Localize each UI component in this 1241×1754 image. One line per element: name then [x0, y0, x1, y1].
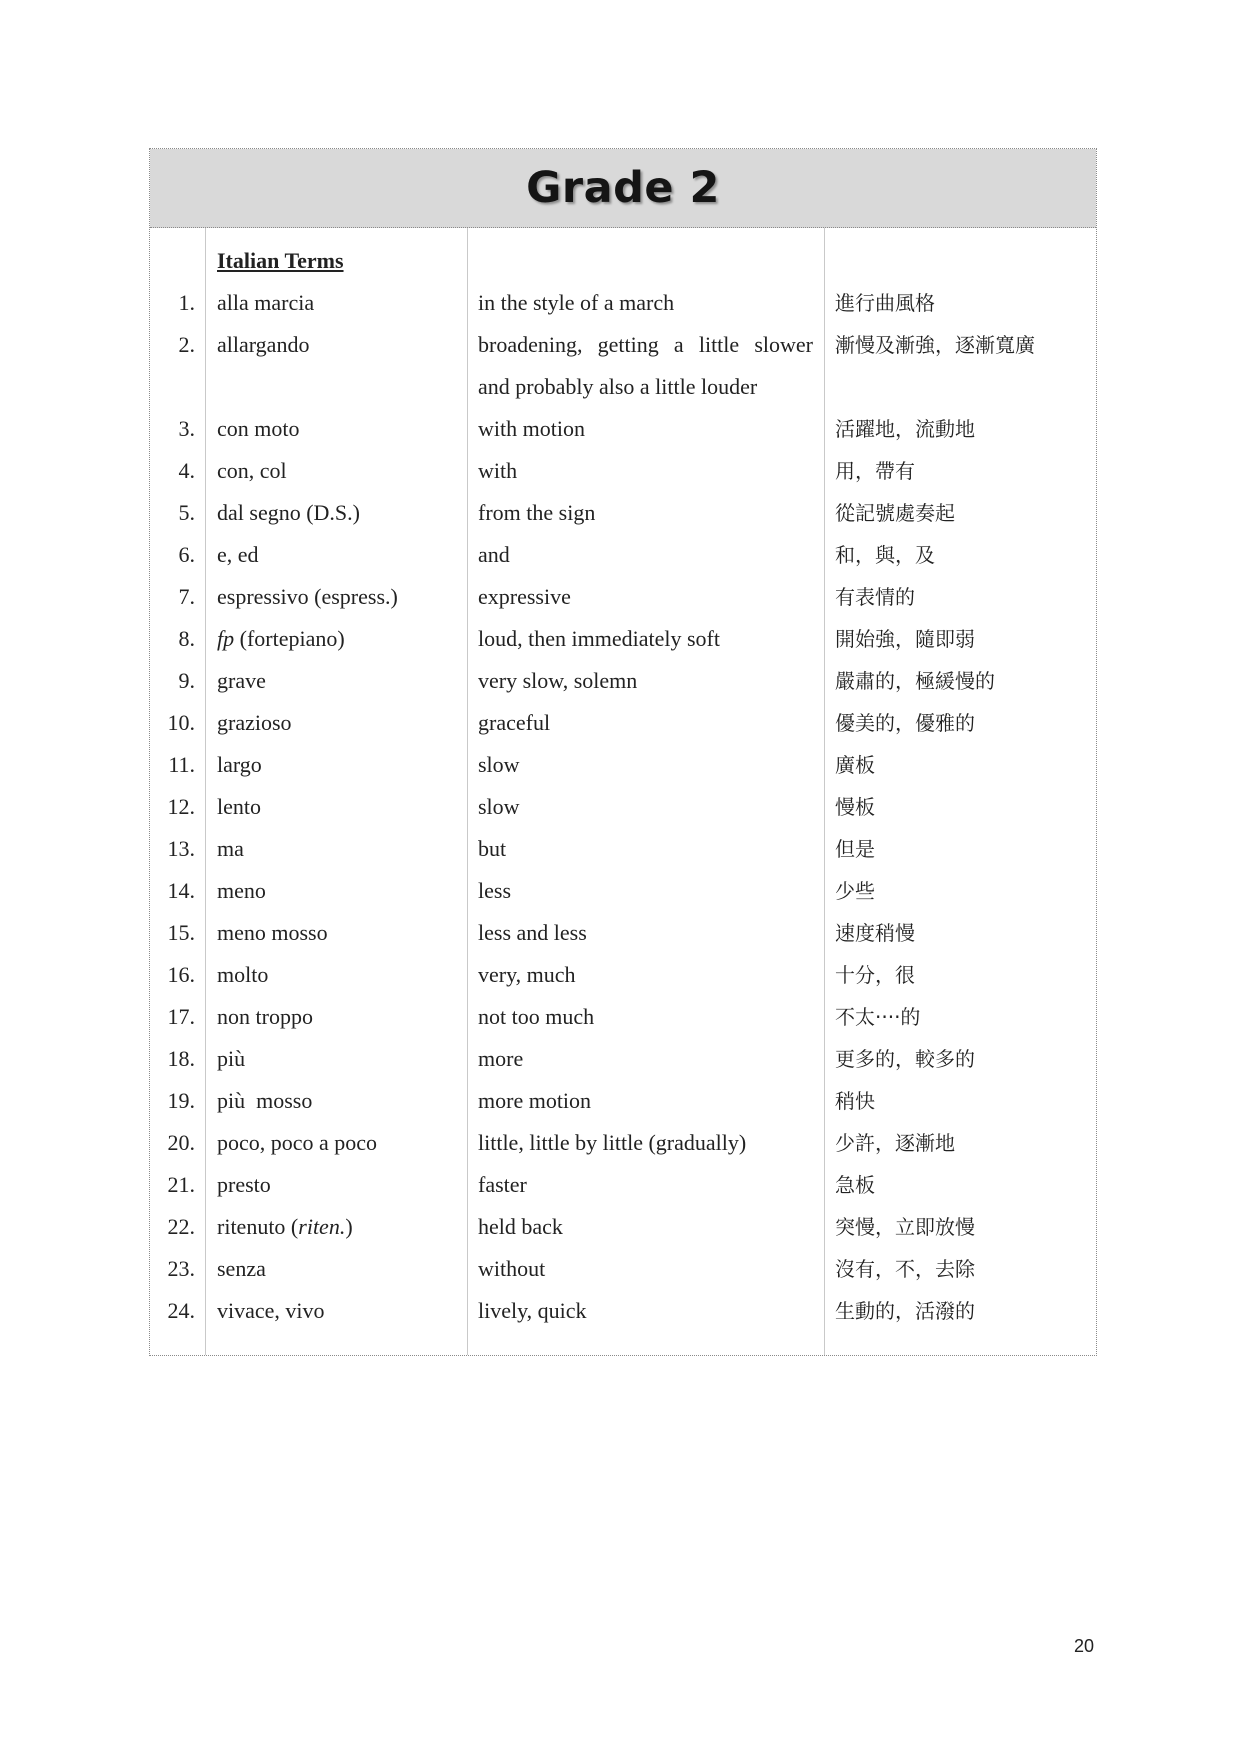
table-row — [150, 1122, 1096, 1164]
table-row — [150, 1038, 1096, 1080]
table-row — [150, 786, 1096, 828]
italian-term: con moto — [217, 416, 300, 441]
row-number: 20. — [167, 1130, 195, 1155]
table-row — [150, 1206, 1096, 1248]
italian-term: più mosso — [217, 1088, 313, 1113]
table-row — [150, 534, 1096, 576]
table-row — [150, 744, 1096, 786]
chinese-meaning: 但是 — [835, 837, 875, 861]
english-meaning: but — [478, 836, 507, 861]
table-row — [150, 702, 1096, 744]
italian-term: poco, poco a poco — [217, 1130, 378, 1155]
english-meaning: loud, then immediately soft — [478, 626, 720, 651]
english-meaning — [478, 324, 813, 408]
english-meaning: held back — [478, 1214, 563, 1239]
row-number: 7. — [178, 584, 195, 609]
table-row — [150, 954, 1096, 996]
chinese-meaning: 稍快 — [835, 1089, 875, 1113]
chinese-meaning: 少些 — [835, 879, 875, 903]
italian-term: espressivo (espress.) — [217, 584, 398, 609]
italian-term: presto — [217, 1172, 271, 1197]
chinese-meaning: 開始強，隨即弱 — [835, 627, 975, 651]
row-number: 18. — [167, 1046, 195, 1071]
row-number: 3. — [178, 416, 195, 441]
italian-term: e, ed — [217, 542, 259, 567]
row-number: 19. — [167, 1088, 195, 1113]
english-meaning: with — [478, 458, 518, 483]
english-meaning: very slow, solemn — [478, 668, 638, 693]
chinese-meaning: 有表情的 — [835, 585, 915, 609]
row-number: 23. — [167, 1256, 195, 1281]
italian-term: non troppo — [217, 1004, 313, 1029]
english-meaning: less and less — [478, 920, 587, 945]
italian-term: grave — [217, 668, 266, 693]
row-number: 14. — [167, 878, 195, 903]
english-meaning: little, little by little (gradually) — [478, 1130, 747, 1155]
english-meaning-line: and probably also a little louder — [478, 374, 758, 399]
english-meaning: not too much — [478, 1004, 595, 1029]
row-number: 1. — [178, 290, 195, 315]
italian-term: con, col — [217, 458, 287, 483]
chinese-meaning: 用，帶有 — [835, 459, 915, 483]
chinese-meaning: 優美的，優雅的 — [835, 711, 975, 735]
chinese-meaning: 和，與，及 — [835, 543, 935, 567]
chinese-meaning: 活躍地，流動地 — [835, 417, 975, 441]
italian-term — [217, 1206, 353, 1248]
row-number: 17. — [167, 1004, 195, 1029]
italian-term: ma — [217, 836, 244, 861]
row-number: 24. — [167, 1298, 195, 1323]
row-number: 8. — [178, 626, 195, 651]
grade-table — [149, 148, 1097, 1356]
table-row — [150, 996, 1096, 1038]
italian-term: meno — [217, 878, 266, 903]
row-number: 6. — [178, 542, 195, 567]
row-number: 10. — [167, 710, 195, 735]
italian-term-text: ) — [345, 1214, 353, 1239]
row-number: 9. — [178, 668, 195, 693]
chinese-meaning: 漸慢及漸強，逐漸寬廣 — [835, 333, 1035, 357]
chinese-meaning: 進行曲風格 — [835, 291, 935, 315]
italian-term-text: ritenuto ( — [217, 1214, 299, 1239]
grade-header — [150, 149, 1096, 228]
italian-term — [217, 618, 345, 660]
english-meaning: very, much — [478, 962, 576, 987]
row-number: 16. — [167, 962, 195, 987]
english-meaning-line: broadening, getting a little slower — [478, 332, 813, 357]
italian-term: molto — [217, 962, 269, 987]
table-row — [150, 870, 1096, 912]
english-meaning: in the style of a march — [478, 290, 675, 315]
term-list — [150, 240, 1096, 1332]
table-row — [150, 1248, 1096, 1290]
english-meaning: more — [478, 1046, 524, 1071]
italian-term: meno mosso — [217, 920, 328, 945]
chinese-meaning: 生動的，活潑的 — [835, 1299, 975, 1323]
page-number: 20 — [1074, 1636, 1095, 1656]
italian-term: grazioso — [217, 710, 292, 735]
table-body — [150, 228, 1096, 1355]
chinese-meaning: 沒有，不，去除 — [835, 1257, 975, 1281]
english-meaning: graceful — [478, 710, 551, 735]
row-number: 13. — [167, 836, 195, 861]
english-meaning: slow — [478, 752, 520, 777]
english-meaning: from the sign — [478, 500, 596, 525]
italian-term: dal segno (D.S.) — [217, 500, 360, 525]
table-row — [150, 828, 1096, 870]
chinese-meaning: 十分，很 — [835, 963, 915, 987]
italian-term: senza — [217, 1256, 266, 1281]
english-meaning: less — [478, 878, 511, 903]
italian-term: vivace, vivo — [217, 1298, 325, 1323]
table-row — [150, 1080, 1096, 1122]
table-row — [150, 450, 1096, 492]
chinese-meaning: 速度稍慢 — [835, 921, 915, 945]
english-meaning: and — [478, 542, 510, 567]
row-number: 4. — [178, 458, 195, 483]
table-row — [150, 324, 1096, 408]
english-meaning: more motion — [478, 1088, 592, 1113]
row-number: 2. — [178, 332, 195, 357]
row-number: 15. — [167, 920, 195, 945]
table-row — [150, 1290, 1096, 1332]
italian-term-abbrev: riten. — [298, 1214, 346, 1239]
italian-term: lento — [217, 794, 261, 819]
english-meaning: lively, quick — [478, 1298, 587, 1323]
english-meaning: faster — [478, 1172, 527, 1197]
row-number: 22. — [167, 1214, 195, 1239]
section-heading: Italian Terms — [217, 248, 344, 273]
italian-term: largo — [217, 752, 262, 777]
italian-term: allargando — [217, 332, 310, 357]
section-heading-row — [150, 240, 1096, 282]
chinese-meaning: 從記號處奏起 — [835, 501, 955, 525]
italian-term-text: (fortepiano) — [234, 626, 345, 651]
italian-term: più — [217, 1046, 246, 1071]
table-row — [150, 1164, 1096, 1206]
table-row — [150, 408, 1096, 450]
chinese-meaning: 突慢，立即放慢 — [835, 1215, 975, 1239]
table-row — [150, 492, 1096, 534]
english-meaning: with motion — [478, 416, 585, 441]
italian-term-abbrev: fp — [217, 626, 235, 651]
row-number: 5. — [178, 500, 195, 525]
italian-term: alla marcia — [217, 290, 315, 315]
chinese-meaning: 廣板 — [835, 753, 875, 777]
table-row — [150, 618, 1096, 660]
row-number: 12. — [167, 794, 195, 819]
chinese-meaning: 慢板 — [835, 795, 875, 819]
table-row — [150, 660, 1096, 702]
english-meaning: slow — [478, 794, 520, 819]
table-row — [150, 912, 1096, 954]
chinese-meaning: 更多的，較多的 — [835, 1047, 975, 1071]
chinese-meaning: 少許，逐漸地 — [835, 1131, 955, 1155]
chinese-meaning: 嚴肅的，極緩慢的 — [835, 669, 995, 693]
table-row — [150, 576, 1096, 618]
grade-title: Grade 2 — [526, 163, 720, 213]
chinese-meaning: 急板 — [835, 1173, 875, 1197]
english-meaning: expressive — [478, 584, 571, 609]
english-meaning: without — [478, 1256, 546, 1281]
row-number: 11. — [168, 752, 195, 777]
chinese-meaning: 不太‧‧‧‧的 — [835, 1005, 921, 1029]
row-number: 21. — [167, 1172, 195, 1197]
table-row — [150, 282, 1096, 324]
